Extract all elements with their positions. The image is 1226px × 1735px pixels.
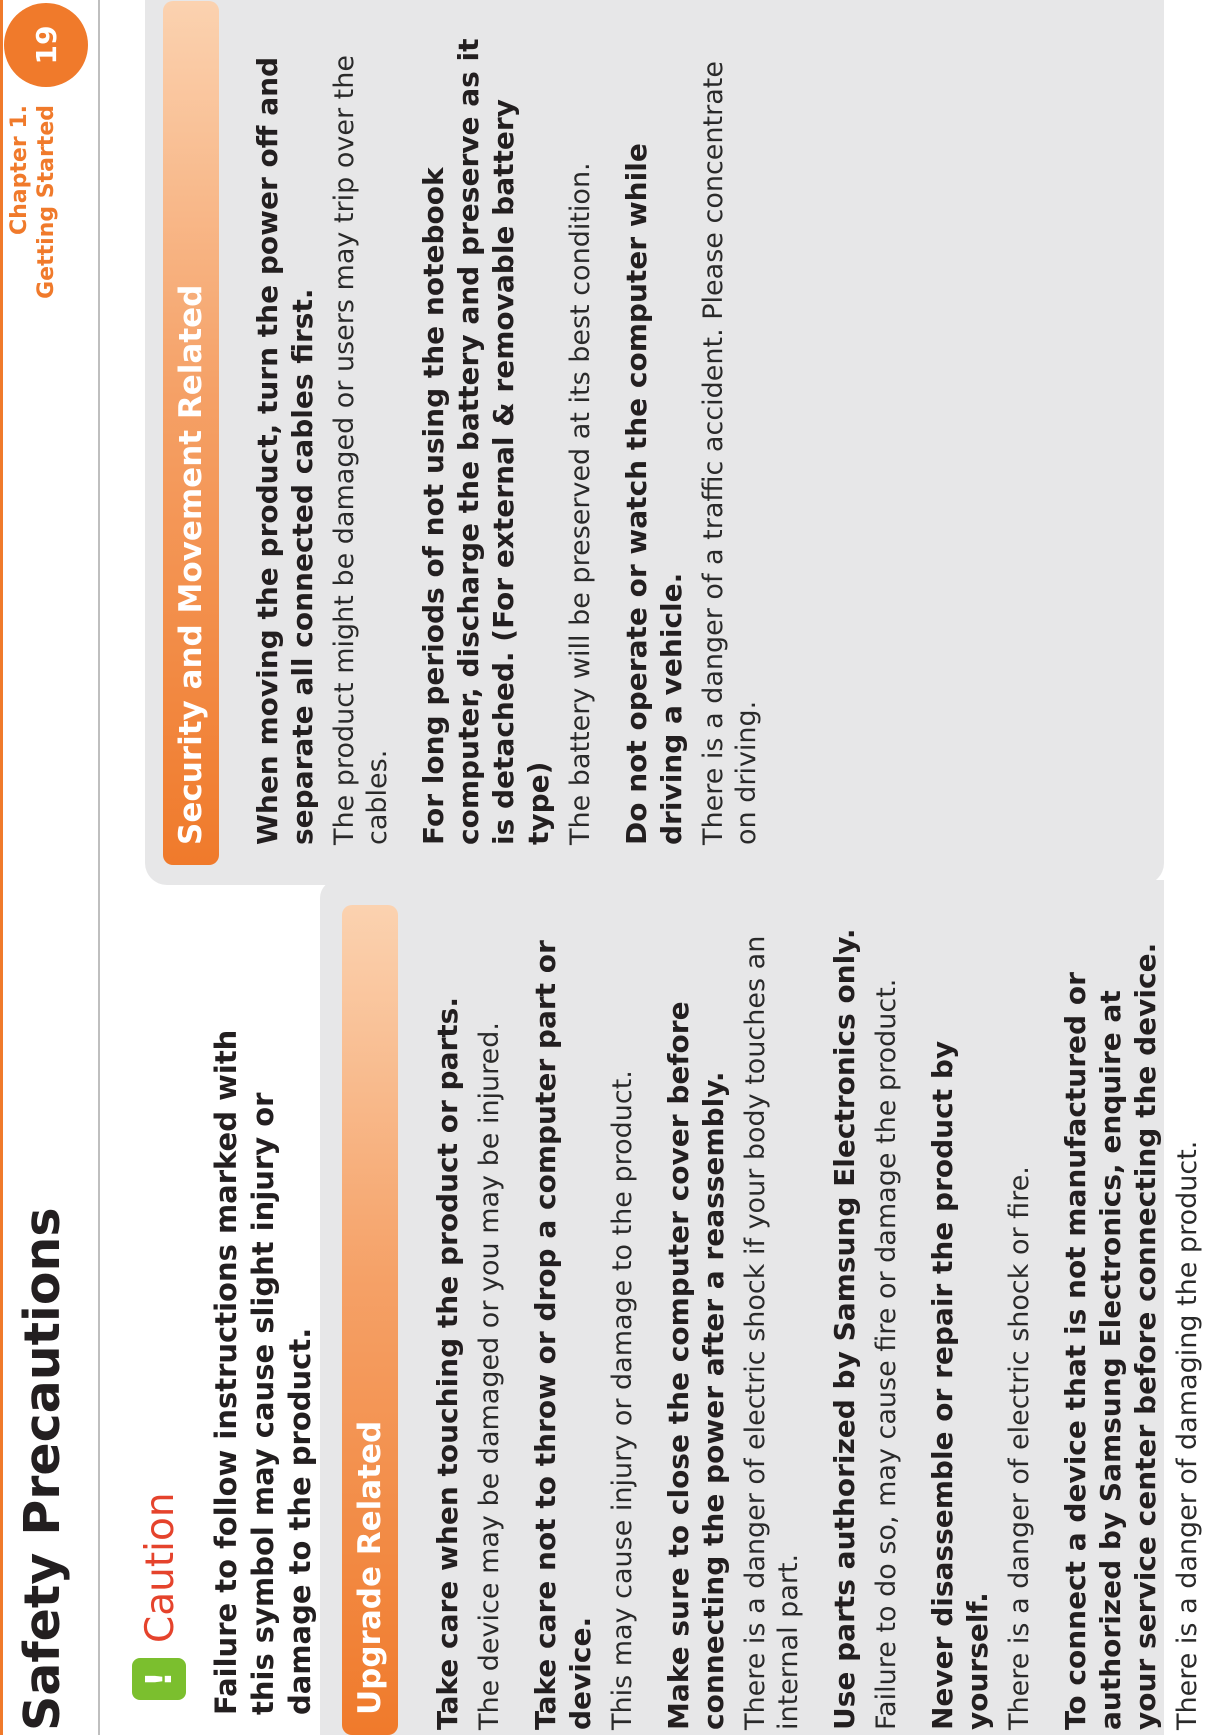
upgrade-section-header: Upgrade Related (342, 905, 398, 1735)
caution-label: Caution (138, 1492, 183, 1643)
list-item (250, 25, 394, 845)
list-item (619, 25, 763, 845)
security-items (250, 25, 785, 845)
item-title: To connect a device that is not manufactured or authorized by Samsung Electronics, enquire at your service center before connecting the device. (1059, 942, 1162, 1730)
list-item (528, 920, 639, 1730)
item-title: Never disassemble or repair the product by yourself. (926, 1040, 994, 1730)
caution-text: Failure to follow instructions marked with this symbol may cause slight injury or damage to the product. (209, 1029, 317, 1715)
item-title: Use parts authorized by Samsung Electronics only. (828, 928, 861, 1730)
item-description: There is a danger of electric shock if your body touches an internal part. (740, 935, 804, 1730)
list-item (430, 920, 506, 1730)
item-title: For long periods of not using the notebook computer, discharge the battery and preserve as it is detached. (For external & removable battery type) (417, 38, 555, 845)
security-section-header: Security and Movement Related (163, 1, 219, 865)
item-description: There is a danger of damaging the product. (1172, 1140, 1203, 1730)
page-number: 19 (4, 3, 88, 87)
chapter-header (6, 105, 60, 390)
upgrade-items (430, 920, 1226, 1730)
item-description: There is a danger of electric shock or fire. (1004, 1166, 1035, 1730)
item-description: This may cause injury or damage to the product. (607, 1070, 638, 1730)
header-rule (98, 0, 100, 1735)
item-description: The product might be damaged or users may trip over the cables. (329, 55, 393, 845)
chapter-title: Getting Started (34, 105, 59, 299)
item-description: There is a danger of a traffic accident. Please concentrate on driving. (698, 61, 762, 845)
list-item (827, 920, 903, 1730)
item-title: When moving the product, turn the power off and separate all connected cables first. (251, 56, 319, 845)
item-description: The battery will be preserved at its best condition. (565, 162, 596, 845)
item-title: Take care not to throw or drop a computer part or device. (529, 940, 597, 1730)
item-title: Make sure to close the computer cover before connecting the power after a reassembly. (662, 1001, 730, 1730)
item-description: Failure to do so, may cause fire or damage the product. (871, 978, 902, 1730)
list-item (925, 920, 1036, 1730)
list-item (416, 25, 597, 845)
item-title: Do not operate or watch the computer while driving a vehicle. (620, 143, 688, 845)
list-item (661, 920, 805, 1730)
item-title: Take care when touching the product or parts. (431, 997, 464, 1730)
list-item (1058, 920, 1204, 1730)
chapter-label: Chapter 1. (7, 105, 32, 236)
item-description: The device may be damaged or you may be injured. (474, 1021, 505, 1730)
page-edge-accent-line (0, 0, 3, 1735)
exclamation-icon: ! (132, 1658, 186, 1700)
page-title: Safety Precautions (14, 1207, 71, 1731)
